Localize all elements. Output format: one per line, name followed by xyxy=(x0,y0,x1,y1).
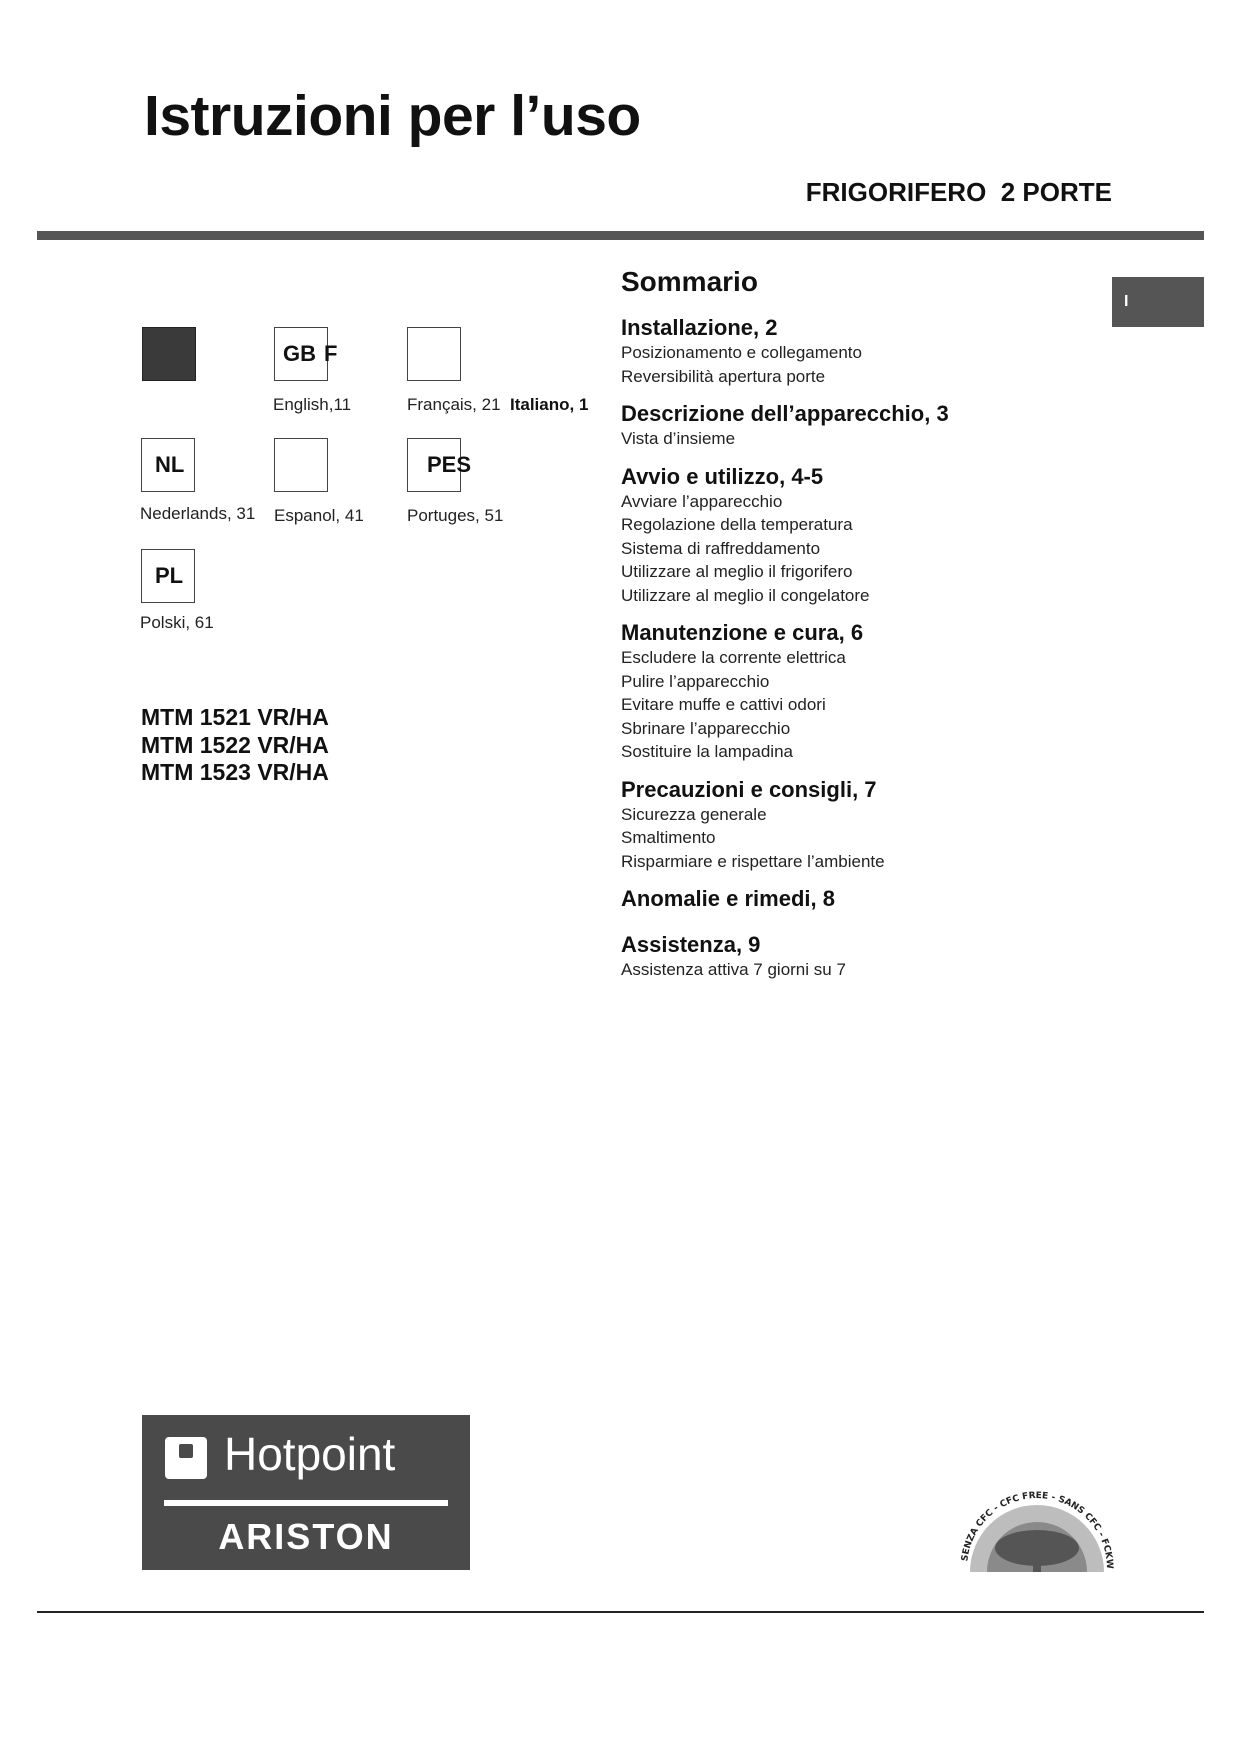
toc-item: Sbrinare l’apparecchio xyxy=(621,718,791,738)
toc-item: Escludere la corrente elettrica xyxy=(621,648,846,667)
lang-code-pl: PL xyxy=(155,563,184,588)
toc-item: Sicurezza generale xyxy=(621,804,767,824)
toc-item: Evitare muffe e cattivi odori xyxy=(621,695,826,714)
toc-item: Risparmiare e rispettare l’ambiente xyxy=(621,851,885,871)
top-divider xyxy=(37,231,1204,240)
toc-item: Vista d’insieme xyxy=(621,429,736,448)
model-list xyxy=(141,704,329,787)
toc-section xyxy=(621,777,1141,874)
lang-label-espanol: Espanol, 41 xyxy=(274,506,364,525)
toc-item: Reversibilità apertura porte xyxy=(621,366,826,386)
toc-item: Smaltimento xyxy=(621,828,716,847)
lang-label-nederlands: Nederlands, 31 xyxy=(140,504,256,523)
toc-title: Sommario xyxy=(621,266,758,297)
lang-label-english: English,11 xyxy=(273,395,352,414)
lang-box-espanol xyxy=(274,438,328,492)
lang-code-pes: PES xyxy=(427,452,472,477)
toc-heading: Precauzioni e consigli, 7 xyxy=(621,776,877,802)
model-name: MTM 1521 VR/HA xyxy=(141,704,329,730)
toc-section xyxy=(621,315,1141,388)
toc-item: Pulire l’apparecchio xyxy=(621,671,770,691)
tree-icon xyxy=(952,1480,1122,1580)
table-of-contents xyxy=(621,268,1141,995)
toc-heading: Anomalie e rimedi, 8 xyxy=(621,886,835,911)
toc-item: Assistenza attiva 7 giorni su 7 xyxy=(621,960,846,979)
toc-item: Sistema di raffreddamento xyxy=(621,538,821,558)
toc-heading: Descrizione dell’apparecchio, 3 xyxy=(621,401,949,426)
lang-label-portuges: Portuges, 51 xyxy=(407,506,504,525)
lang-box-italiano xyxy=(142,327,196,381)
cfc-badge-text: SENZA CFC - CFC FREE - SANS CFC - FCKW xyxy=(960,1490,1115,1570)
toc-section xyxy=(621,401,1141,451)
bottom-divider xyxy=(37,1611,1204,1613)
toc-heading: Avvio e utilizzo, 4-5 xyxy=(621,463,824,489)
lang-label-polski: Polski, 61 xyxy=(140,613,214,632)
toc-item: Utilizzare al meglio il frigorifero xyxy=(621,562,853,581)
toc-section xyxy=(621,932,1141,982)
toc-item: Posizionamento e collegamento xyxy=(621,343,862,362)
toc-item: Sostituire la lampadina xyxy=(621,742,793,761)
toc-item: Regolazione della temperatura xyxy=(621,515,853,534)
language-tab-label: I xyxy=(1124,293,1129,310)
toc-heading: Assistenza, 9 xyxy=(621,932,761,957)
brand-name: Hotpoint xyxy=(224,1428,396,1480)
lang-code-gb: GB xyxy=(283,341,316,366)
toc-item: Utilizzare al meglio il congelatore xyxy=(621,585,870,605)
brand-subname: ARISTON xyxy=(218,1516,394,1557)
brand-divider xyxy=(164,1500,448,1506)
toc-section xyxy=(621,464,1141,608)
page-title: Istruzioni per l’uso xyxy=(144,84,641,148)
lang-code-f: F xyxy=(324,341,338,366)
lang-box-francais xyxy=(407,327,461,381)
toc-heading: Manutenzione e cura, 6 xyxy=(621,620,864,645)
toc-heading: Installazione, 2 xyxy=(621,315,778,340)
product-subtitle: FRIGORIFERO 2 PORTE xyxy=(805,177,1112,207)
model-name: MTM 1522 VR/HA xyxy=(141,731,329,758)
lang-label-italiano: Italiano, 1 xyxy=(510,395,589,414)
toc-section xyxy=(621,886,1141,912)
lang-code-nl: NL xyxy=(155,452,185,477)
brand-square-icon xyxy=(165,1437,207,1479)
hotpoint-ariston-logo xyxy=(142,1415,470,1570)
lang-label-francais: Français, 21 xyxy=(407,395,501,414)
toc-section xyxy=(621,620,1141,764)
cfc-free-badge xyxy=(952,1480,1122,1580)
toc-item: Avviare l’apparecchio xyxy=(621,491,783,511)
model-name: MTM 1523 VR/HA xyxy=(141,759,329,785)
